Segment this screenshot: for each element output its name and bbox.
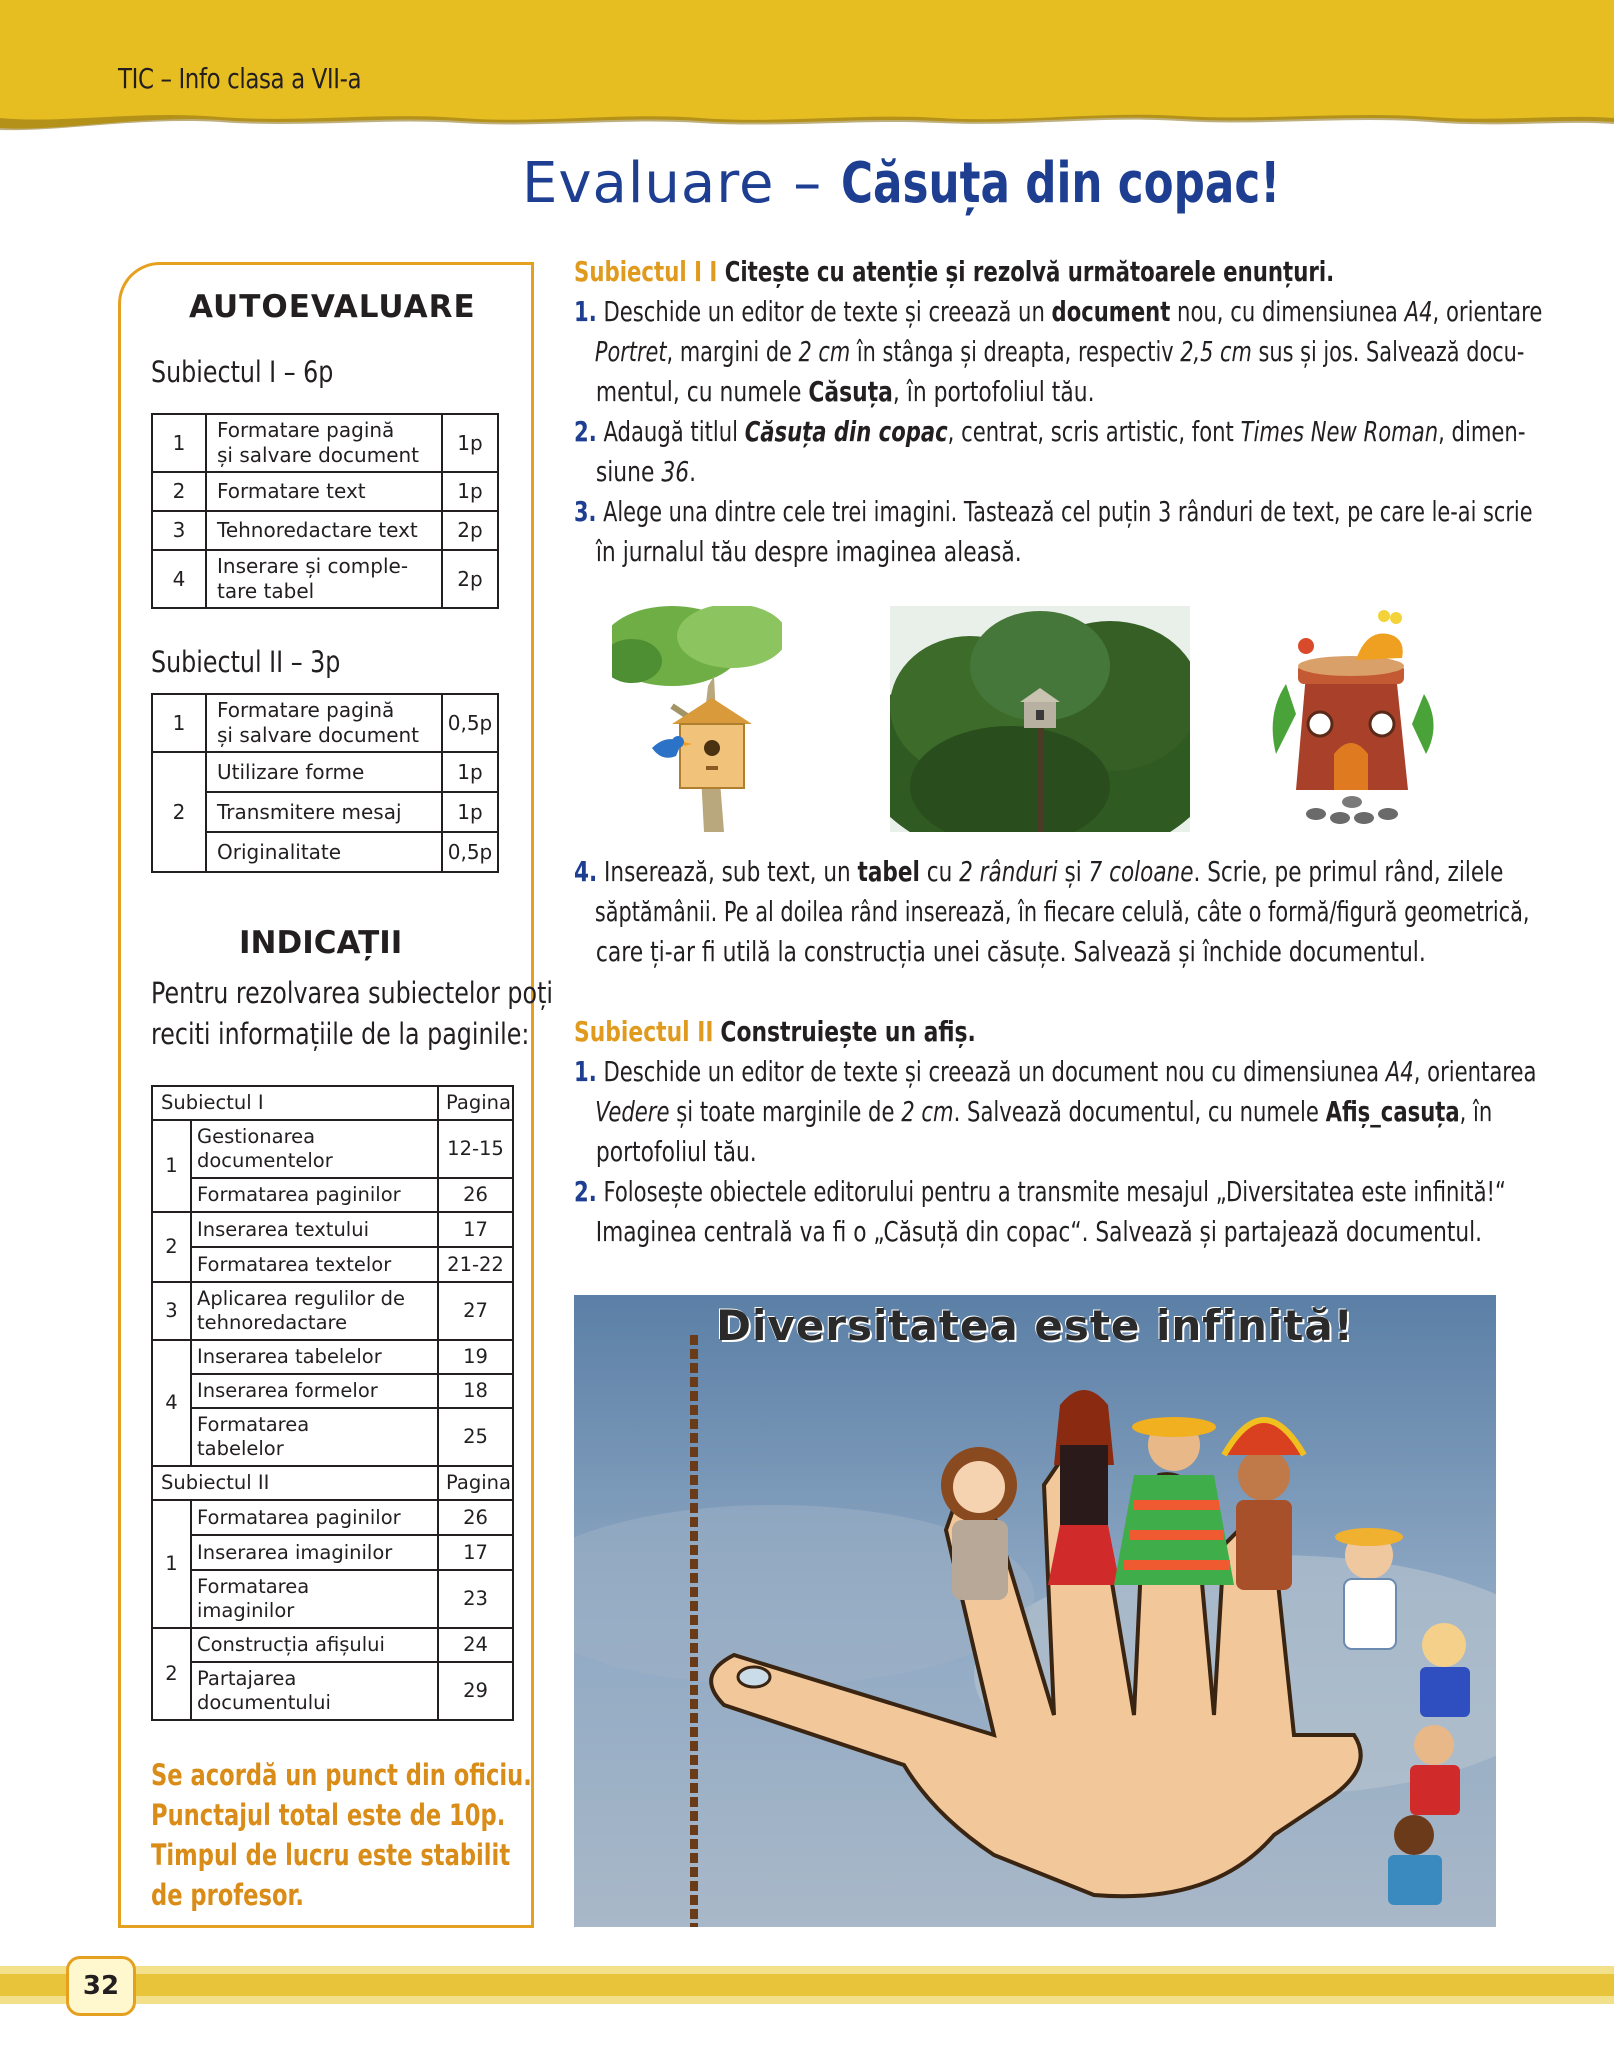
- subject2-score-heading: Subiectul II – 3p: [151, 645, 341, 679]
- list-item: 3. Alege una dintre cele trei imagini. Tastează cel puțin 3 rânduri de text, pe care le-ai scrie: [574, 495, 1533, 528]
- list-item: mentul, cu numele Căsuța, în portofoliul tău.: [595, 375, 1095, 408]
- table-row: 1 Gestionarea documentelor 12-15: [152, 1120, 513, 1178]
- table-row: 4 Inserarea tabelelor 19: [152, 1340, 513, 1374]
- list-item: Vedere și toate marginile de 2 cm. Salvează documentul, cu numele Afiș_casuța, în: [595, 1095, 1493, 1128]
- pages-reference-table: [151, 1085, 514, 1721]
- poster-title: Diversitatea este infinită!: [716, 1301, 1354, 1350]
- table-row: Partajarea documentului 29: [152, 1662, 513, 1720]
- list-item: care ți-ar fi utilă la construcția unei căsuțe. Salvează și închide documentul.: [595, 935, 1426, 968]
- page-title: Evaluare – Căsuța din copac!: [522, 151, 1281, 216]
- header-text: TIC – Info clasa a VII-a: [118, 62, 362, 95]
- table-row: Formatarea tabelelor 25: [152, 1408, 513, 1466]
- subject2-heading: Subiectul II Construiește un afiș.: [574, 1015, 976, 1048]
- list-item: 4. Inserează, sub text, un tabel cu 2 rânduri și 7 coloane. Scrie, pe primul rând, zilele: [574, 855, 1504, 888]
- indications-heading: INDICAȚII: [239, 925, 403, 961]
- subject2-section: [574, 1012, 1537, 1252]
- table-row: Formatarea imaginilor 23: [152, 1570, 513, 1628]
- subject1-item4: [574, 852, 1530, 972]
- page-number: 32: [66, 1956, 136, 2016]
- indications-text: Pentru rezolvarea subiectelor poți reciti informațiile de la paginile:: [151, 976, 554, 1051]
- self-evaluation-box: [118, 262, 554, 1928]
- list-item: săptămânii. Pe al doilea rând inserează, în fiecare celulă, câte o formă/figură geometrică,: [594, 895, 1530, 928]
- list-item: siune 36.: [595, 455, 697, 488]
- table-row: Inserarea formelor 18: [152, 1374, 513, 1408]
- list-item: în jurnalul tău despre imaginea aleasă.: [595, 535, 1022, 568]
- table-row: Formatarea paginilor 26: [152, 1178, 513, 1212]
- list-item: 2. Adaugă titlul Căsuța din copac, centrat, scris artistic, font Times New Roman, dimen-: [574, 415, 1526, 448]
- footer-band: [0, 1966, 1614, 2004]
- table-row: 2 Utilizare forme 1p: [152, 752, 498, 792]
- table-header-row: Subiectul I Pagina: [152, 1086, 513, 1120]
- table-row: 1 Formatare pagină și salvare document 0,5p: [152, 694, 498, 752]
- subject1-score-heading: Subiectul I – 6p: [151, 355, 334, 389]
- table-row: Originalitate 0,5p: [152, 832, 498, 872]
- table-row: 2 Inserarea textului 17: [152, 1212, 513, 1247]
- list-item: Imaginea centrală va fi o „Căsuță din copac“. Salvează și partajează documentul.: [595, 1215, 1483, 1248]
- stump-house-image: [1256, 604, 1446, 836]
- table-row: 1 Formatarea paginilor 26: [152, 1500, 513, 1535]
- diversity-poster-image: [574, 1295, 1496, 1927]
- list-item: 2. Folosește obiectele editorului pentru a transmite mesajul „Diversitatea este infinită!“: [574, 1175, 1506, 1208]
- scoring-note: Se acordă un punct din oficiu. Punctajul total este de 10p. Timpul de lucru este stabilit de profesor.: [151, 1758, 532, 1912]
- table-row: 2 Construcția afișului 24: [152, 1628, 513, 1662]
- table-row: 4 Inserare și comple- tare tabel 2p: [152, 550, 498, 608]
- table-row: 3 Aplicarea regulilor de tehnoredactare 27: [152, 1282, 513, 1340]
- list-item: Portret, margini de 2 cm în stânga și dreapta, respectiv 2,5 cm sus și jos. Salvează docu-: [594, 335, 1525, 368]
- table-header-row: Subiectul II Pagina: [152, 1466, 513, 1500]
- subject1-score-table: [151, 413, 499, 609]
- table-row: Formatarea textelor 21-22: [152, 1247, 513, 1282]
- birdhouse-image: [612, 606, 782, 832]
- table-row: Transmitere mesaj 1p: [152, 792, 498, 832]
- treehouse-photo: [890, 606, 1190, 832]
- subject1-heading: Subiectul I I Citește cu atenție și rezolvă următoarele enunțuri.: [574, 255, 1335, 288]
- self-evaluation-heading: AUTOEVALUARE: [189, 289, 476, 325]
- table-row: 3 Tehnoredactare text 2p: [152, 511, 498, 550]
- table-row: 2 Formatare text 1p: [152, 472, 498, 511]
- list-item: portofoliul tău.: [595, 1135, 757, 1168]
- subject2-score-table: [151, 693, 499, 873]
- list-item: 1. Deschide un editor de texte și creează un document nou, cu dimensiunea A4, orientare: [574, 295, 1543, 328]
- table-row: Inserarea imaginilor 17: [152, 1535, 513, 1570]
- table-row: 1 Formatare pagină și salvare document 1p: [152, 414, 498, 472]
- list-item: 1. Deschide un editor de texte și creează un document nou cu dimensiunea A4, orientarea: [574, 1055, 1537, 1088]
- subject1-section: [574, 252, 1543, 572]
